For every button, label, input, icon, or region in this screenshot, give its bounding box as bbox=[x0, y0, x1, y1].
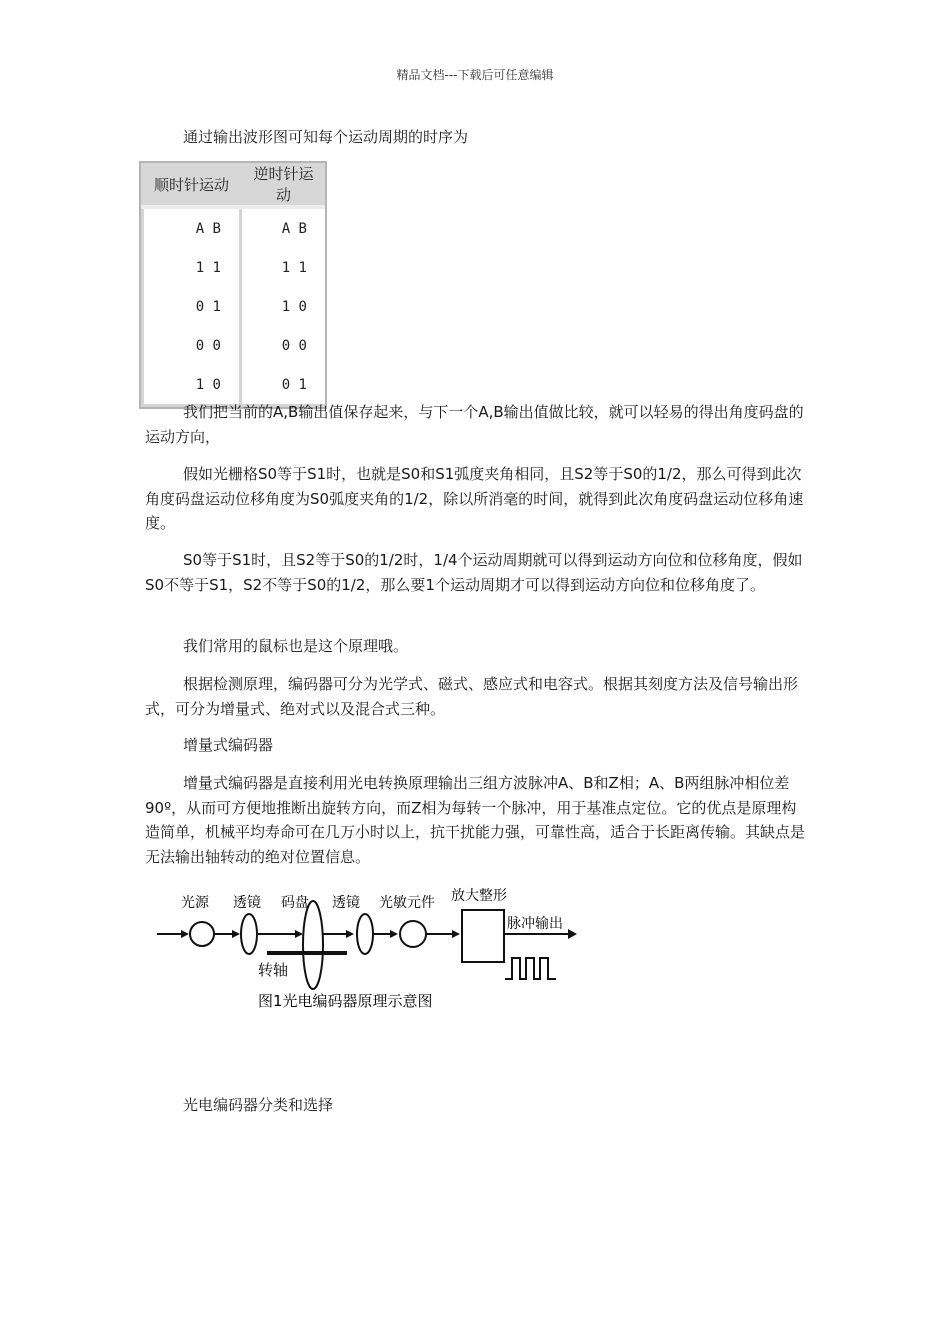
header-clockwise: 顺时针运动 bbox=[141, 163, 242, 209]
lens-icon bbox=[241, 914, 257, 954]
arrow-icon bbox=[295, 930, 303, 938]
arrow-icon bbox=[452, 930, 460, 938]
table-cell: A B bbox=[141, 209, 242, 248]
paragraph-incremental: 增量式编码器是直接利用光电转换原理输出三组方波脉冲A、B和Z相；A、B两组脉冲相位差90º，从而可方便地推断出旋转方向，而Z相为每转一个脉冲，用于基准点定位。它的优点是原理构造简单，机械平均寿命可在几万小时以上，抗干扰能力强，可靠性高，适合于长距离传输。其缺点是无法输出轴转动的绝对位置信息。 bbox=[145, 774, 806, 866]
table-row bbox=[141, 209, 325, 248]
paragraph-compare: 我们把当前的A,B输出值保存起来，与下一个A,B输出值做比较，就可以轻易的得出角度码盘的运动方向， bbox=[145, 403, 804, 446]
table-cell: 1 1 bbox=[141, 248, 242, 287]
paragraph-mouse: 我们常用的鼠标也是这个原理哦。 bbox=[183, 637, 409, 655]
light-source-icon bbox=[190, 922, 214, 946]
label-amplifier: 放大整形 bbox=[451, 888, 507, 904]
paragraph-incremental-title: 增量式编码器 bbox=[183, 736, 274, 754]
amplifier-box bbox=[462, 910, 504, 962]
section-title: 光电编码器分类和选择 bbox=[183, 1096, 334, 1114]
label-code-disc: 码盘 bbox=[281, 895, 309, 911]
label-lens-1: 透镜 bbox=[233, 895, 261, 911]
label-pulse-output: 脉冲输出 bbox=[507, 916, 563, 932]
paragraph-cycle: S0等于S1时，且S2等于S0的1/2时，1/4个运动周期就可以得到运动方向位和位移角度，假如S0不等于S1，S2不等于S0的1/2，那么要1个运动周期才可以得到运动方向位和位移角度了。 bbox=[145, 551, 803, 594]
label-light-source: 光源 bbox=[181, 895, 209, 911]
intro-text: 通过输出波形图可知每个运动周期的时序为 bbox=[183, 128, 469, 146]
table-row bbox=[141, 248, 325, 287]
encoder-diagram bbox=[155, 882, 595, 1017]
table-cell: 1 1 bbox=[281, 259, 307, 276]
table-cell: 1 0 bbox=[141, 365, 242, 407]
table-cell: 1 0 bbox=[281, 298, 307, 315]
lens-icon bbox=[357, 914, 373, 954]
arrow-icon bbox=[181, 930, 189, 938]
label-shaft: 转轴 bbox=[258, 961, 289, 979]
photo-element-icon bbox=[400, 921, 426, 947]
page-header: 精品文档---下载后可任意编辑 bbox=[396, 68, 554, 82]
paragraph-grating: 假如光栅格S0等于S1时，也就是S0和S1弧度夹角相同，且S2等于S0的1/2，那么可得到此次角度码盘运动位移角度为S0弧度夹角的1/2，除以所消毫的时间，就得到此次角度码盘运动位移角速度。 bbox=[145, 465, 804, 532]
table-row bbox=[141, 287, 325, 326]
code-disc-icon bbox=[303, 901, 323, 989]
table-cell: A B bbox=[281, 220, 307, 237]
arrow-icon bbox=[568, 929, 577, 939]
paragraph-types: 根据检测原理，编码器可分为光学式、磁式、感应式和电容式。根据其刻度方法及信号输出形式，可分为增量式、绝对式以及混合式三种。 bbox=[145, 675, 799, 718]
timing-table bbox=[139, 161, 327, 409]
table-cell: 0 1 bbox=[242, 365, 325, 407]
arrow-icon bbox=[346, 930, 354, 938]
table-cell: 0 0 bbox=[281, 337, 307, 354]
label-lens-2: 透镜 bbox=[332, 895, 360, 911]
arrow-icon bbox=[390, 930, 398, 938]
table-cell: 0 0 bbox=[141, 326, 242, 365]
table-row bbox=[141, 326, 325, 365]
figure-caption: 图1光电编码器原理示意图 bbox=[258, 992, 433, 1010]
label-photo-element: 光敏元件 bbox=[379, 895, 435, 911]
arrow-icon bbox=[232, 930, 240, 938]
pulse-waveform-icon bbox=[505, 958, 556, 979]
table-cell: 0 1 bbox=[141, 287, 242, 326]
header-counterclockwise: 逆时针运动 bbox=[242, 163, 325, 209]
